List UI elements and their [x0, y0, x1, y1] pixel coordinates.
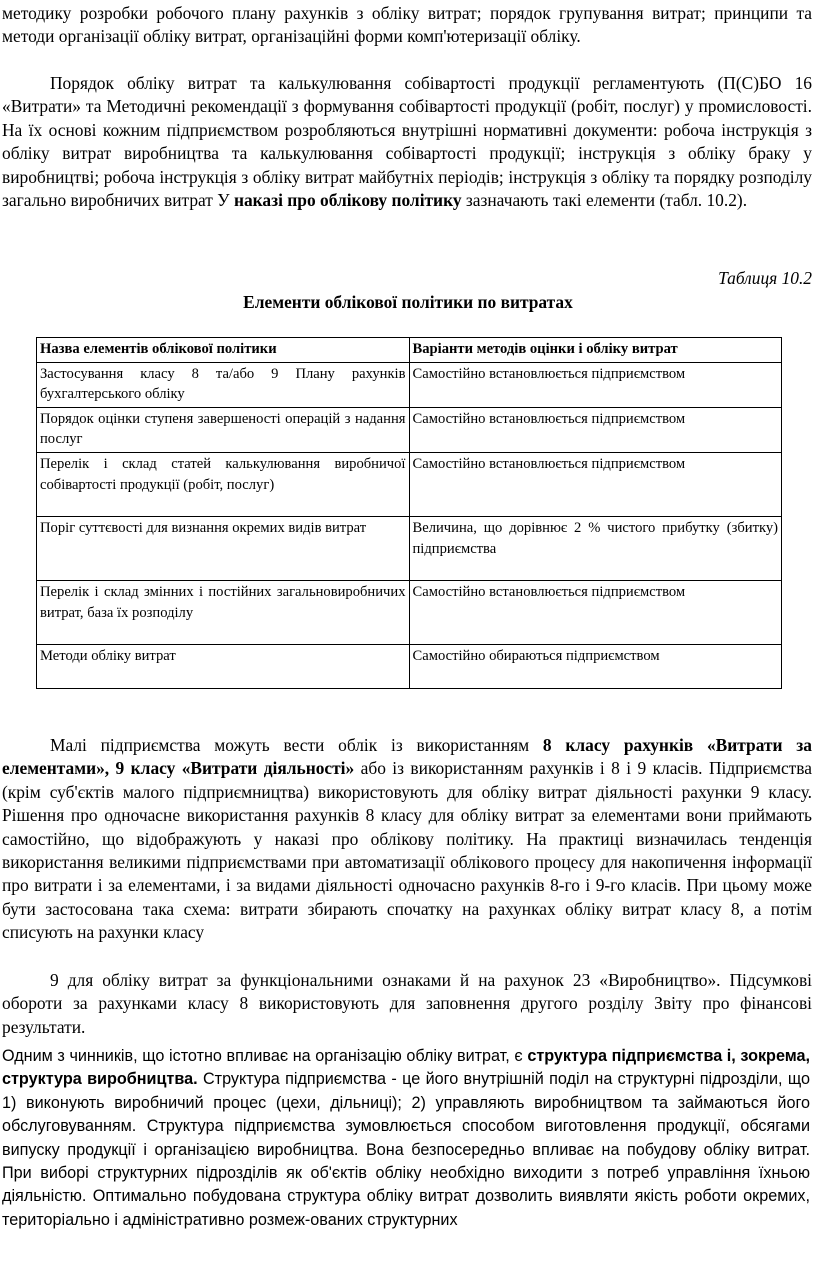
paragraph-structure-text: Структура підприємства - це його внутрішній поділ на структурні підрозділи, що 1) виконують виробничий процес (цехи, дільниці); 2) управляють виробництвом та займаються його обслуговуванням. Структура підприємства зумовлюється способом виготовлення продукції, обсягами випуску продукції і організацією виробництва. Вона безпосередньо впливає на побудову обліку витрат. При виборі структурних підрозділів як об'єктів обліку необхідно виходити з потреб управління їхньою діяльністю. Оптимально побудована структура обліку витрат дозволить виявляти якість роботи окремих, територіально і адміністративно розмеж-ованих структурних	[2, 1070, 810, 1229]
table-cell: Застосування класу 8 та/або 9 Плану рахунків бухгалтерського обліку	[37, 362, 410, 407]
paragraph-small-enterprises-lead: Малі підприємства можуть вести облік із використанням	[50, 735, 530, 755]
table-row	[37, 362, 782, 407]
paragraph-structure-lead: Одним з чинників, що істотно впливає на організацію обліку витрат, є	[2, 1047, 523, 1065]
paragraph-structure	[2, 1045, 810, 1232]
table-row	[37, 644, 782, 688]
paragraph-structure-bold: структура підприємства і, зокрема, структура виробництва.	[2, 1047, 810, 1089]
table-cell: Методи обліку витрат	[37, 644, 410, 688]
table-header-row	[37, 338, 782, 363]
paragraph-small-enterprises-bold: 8 класу рахунків «Витрати за елементами», 9 класу «Витрати діяльності»	[2, 735, 812, 779]
paragraph-regulation-bold: наказі про облікову політику	[233, 190, 462, 211]
table-row	[37, 407, 782, 452]
paragraph-class9-text: 9 для обліку витрат за функціональними ознаками й на рахунок 23 «Виробництво». Підсумкові обороти за рахунками класу 8 використовують для заповнення другого розділу Звіту про фінансові результати.	[2, 970, 812, 1037]
table-header-cell: Варіанти методів оцінки і обліку витрат	[409, 338, 782, 363]
paragraph-regulation-text: Порядок обліку витрат та калькулювання собівартості продукції регламентують (П(С)БО 16 «Витрати» та Методичні рекомендації з формування собівартості продукції (робіт, послуг) у промисловості. На їх основі кожним підприємством розробляються внутрішні нормативні документи: робоча інструкція з обліку витрат виробництва та калькулювання собівартості продукції; інструкція з обліку браку у виробництві; робоча інструкція з обліку витрат майбутніх періодів; інструкція з обліку та порядку розподілу загально виробничих витрат У	[2, 73, 812, 211]
table-cell: Величина, що дорівнює 2 % чистого прибутку (збитку) підприємства	[409, 516, 782, 580]
paragraph-small-enterprises	[2, 734, 812, 945]
table-row	[37, 516, 782, 580]
paragraph-regulation-tail: зазначають такі елементи (табл. 10.2).	[465, 190, 748, 211]
table-cell: Самостійно встановлюється підприємством	[409, 407, 782, 452]
table-header-cell: Назва елементів облікової політики	[37, 338, 410, 363]
table-caption: Таблиця 10.2	[718, 268, 812, 288]
table-cell: Порядок оцінки ступеня завершеності операцій з надання послуг	[37, 407, 410, 452]
accounting-policy-table	[36, 337, 782, 689]
paragraph-intro	[2, 2, 812, 49]
table-row	[37, 580, 782, 644]
table-cell: Поріг суттєвості для визнання окремих видів витрат	[37, 516, 410, 580]
paragraph-small-enterprises-text: або із використанням рахунків і 8 і 9 класів. Підприємства (крім суб'єктів малого підприємництва) використовують для обліку витрат діяльності рахунки 9 класу. Рішення про одночасне використання рахунків 8 класу для обліку витрат за елементами вони приймають самостійно, що відображують у наказі про облікову політику. На практиці визначилась тенденція використання великими підприємствами при автоматизації облікового процесу для накопичення інформації про витрати і за елементами, і за видами діяльності одночасно рахунків 8-го і 9-го класів. При цьому може бути застосована така схема: витрати збирають спочатку на рахунках обліку витрат класу 8, а потім списують на рахунки класу	[2, 758, 812, 943]
paragraph-class9	[2, 969, 812, 1039]
table-cell: Перелік і склад статей калькулювання виробничої собівартості продукції (робіт, послуг)	[37, 452, 410, 516]
paragraph-regulation	[2, 72, 812, 212]
table-cell: Самостійно встановлюється підприємством	[409, 362, 782, 407]
table-row	[37, 452, 782, 516]
table-title: Елементи облікової політики по витратах	[243, 292, 573, 312]
table-cell: Перелік і склад змінних і постійних загальновиробничих витрат, база їх розподілу	[37, 580, 410, 644]
table-cell: Самостійно обираються підприємством	[409, 644, 782, 688]
table-cell: Самостійно встановлюється підприємством	[409, 452, 782, 516]
table-cell: Самостійно встановлюється підприємством	[409, 580, 782, 644]
paragraph-intro-text: методику розробки робочого плану рахунків з обліку витрат; порядок групування витрат; принципи та методи організації обліку витрат, організаційні форми комп'ютеризації обліку.	[2, 3, 812, 47]
